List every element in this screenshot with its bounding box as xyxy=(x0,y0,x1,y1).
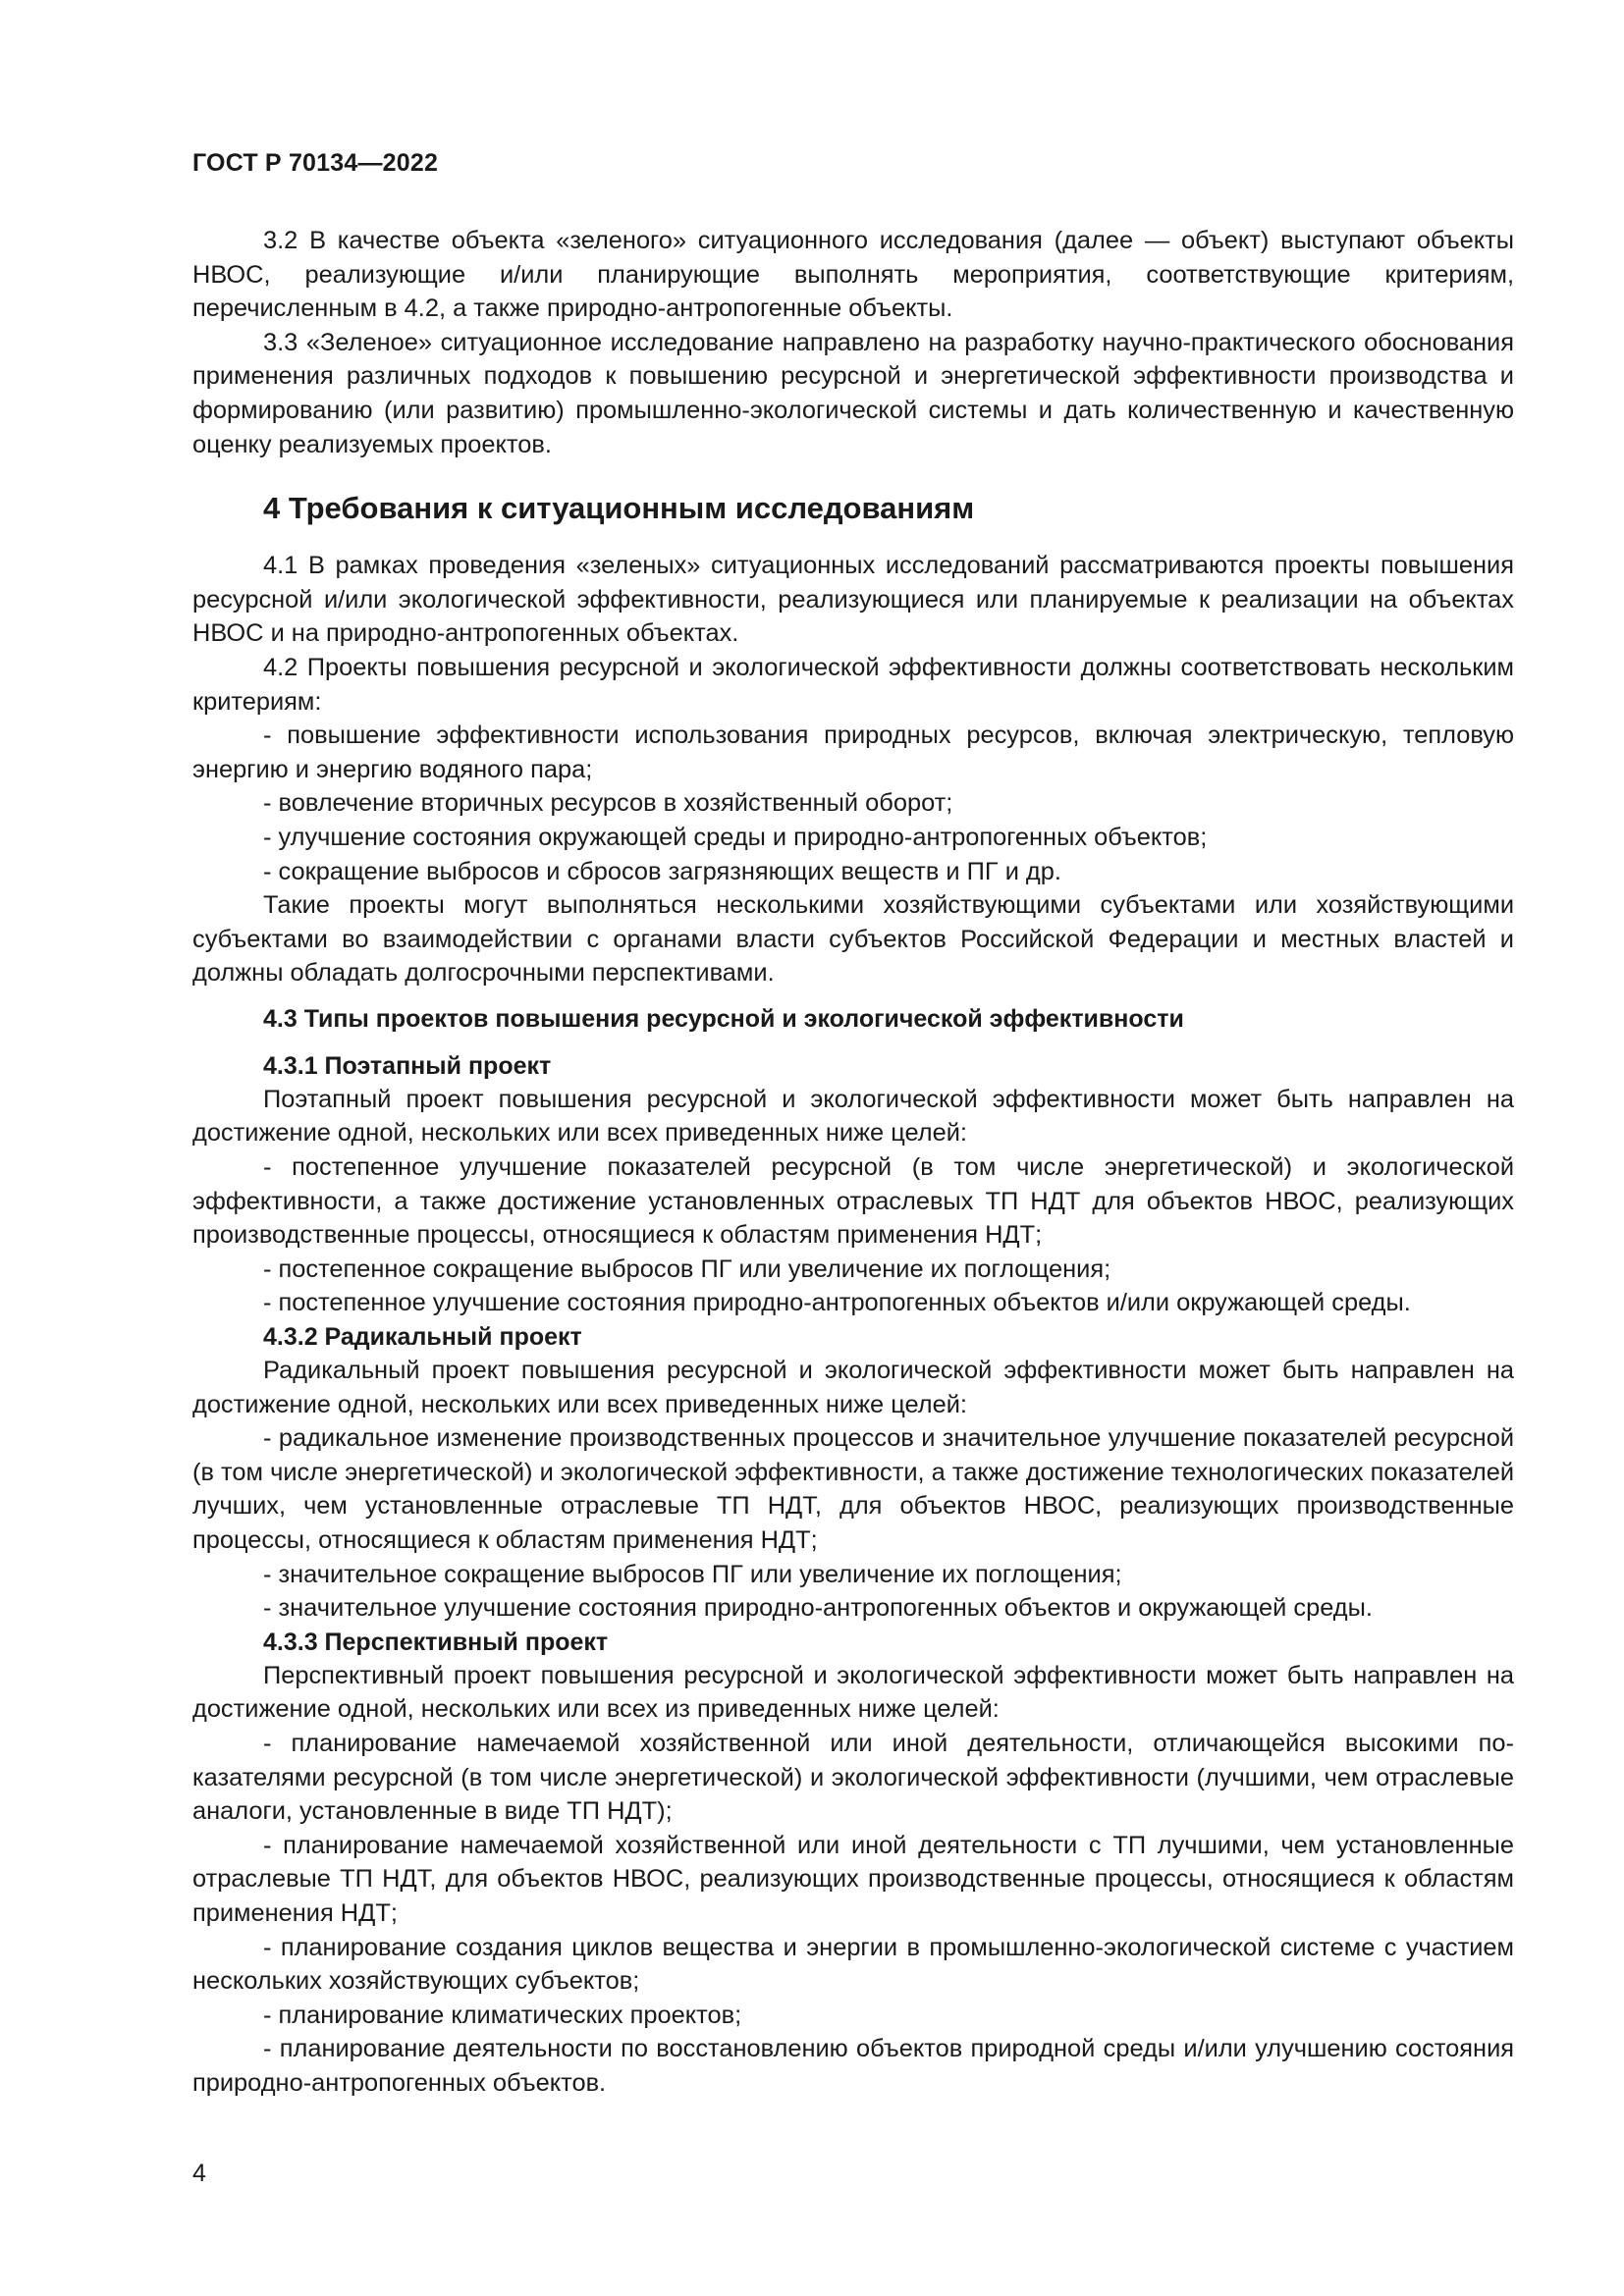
document-code-header: ГОСТ Р 70134—2022 xyxy=(192,149,439,177)
criteria-item: - вовлечение вторичных ресурсов в хозяйственный оборот; xyxy=(263,789,953,818)
paragraph-4-2: 4.2 Проекты повышения ресурсной и экологической эффективности должны соответствовать нескольким критериям: xyxy=(192,653,1514,716)
paragraph-3-2: 3.2 В качестве объекта «зеленого» ситуационного исследования (далее — объект) выступают объекты НВОС, реализующие и/или планирующие выполнять мероприятия, соответствующие критериям, перечисленным в 4.2, а также природно-антропогенные объекты. xyxy=(192,227,1514,323)
goal-item: - планирование намечаемой хозяйственной или иной деятельности, отличающейся высокими показателями ресурсной (в том числе энергетической) и экологической эффективности (лучшими, чем отраслевые аналоги, установленные в виде ТП НДТ); xyxy=(192,1729,1514,1826)
section-heading-4: 4 Требования к ситуационным исследованиям xyxy=(263,491,975,526)
criteria-item: - улучшение состояния окружающей среды и природно-антропогенных объектов; xyxy=(263,823,1208,851)
goal-item: - планирование намечаемой хозяйственной или иной деятельности с ТП лучшими, чем установленные отраслевые ТП НДТ, для объектов НВОС, реализующих производственные процессы, относящиеся к областям применения НДТ; xyxy=(192,1831,1514,1927)
goal-item: - постепенное сокращение выбросов ПГ или увеличение их поглощения; xyxy=(263,1255,1111,1283)
paragraph-4-2-tail: Такие проекты могут выполняться несколькими хозяйствующими субъектами или хозяйствующими субъектами во взаимодействии с органами власти субъектов Российской Федерации и местных властей и должны обладать долгосрочными перспективами. xyxy=(192,891,1514,988)
subsection-heading-4-3-1: 4.3.1 Поэтапный проект xyxy=(263,1051,552,1080)
goal-item: - радикальное изменение производственных процессов и значительное улучшение показателей ресурсной (в том числе энергетической) и экологической эффективности, а также достижение технологических показателей лучших, чем установленные отраслевые ТП НДТ, для объектов НВОС, реализующих производственные процессы, относящиеся к областям применения НДТ; xyxy=(192,1424,1514,1554)
goal-item: - постепенное улучшение состояния природно-антропогенных объектов и/или окружающей среды. xyxy=(263,1289,1411,1317)
criteria-item: - повышение эффективности использования природных ресурсов, включая электрическую, тепловую энергию и энергию водяного пара; xyxy=(192,721,1514,783)
document-body xyxy=(192,224,1514,2101)
page-number: 4 xyxy=(192,2160,206,2187)
criteria-item: - сокращение выбросов и сбросов загрязняющих веществ и ПГ и др. xyxy=(263,857,1061,885)
goal-item: - значительное сокращение выбросов ПГ или увеличение их поглощения; xyxy=(263,1560,1122,1588)
paragraph-4-1: 4.1 В рамках проведения «зеленых» ситуационных исследований рассматриваются проекты повышения ресурсной и/или экологической эффективности, реализующиеся или планируемые к реализации на объектах НВОС и на природно-антропогенных объектах. xyxy=(192,552,1514,648)
subsection-heading-4-3: 4.3 Типы проектов повышения ресурсной и экологической эффективности xyxy=(263,1004,1184,1033)
paragraph-4-3-3: Перспективный проект повышения ресурсной и экологической эффективности может быть направлен на достижение одной, нескольких или всех из приведенных ниже целей: xyxy=(192,1661,1514,1724)
goal-item: - значительное улучшение состояния природно-антропогенных объектов и окружающей среды. xyxy=(263,1594,1373,1623)
goal-item: - планирование создания циклов вещества и энергии в промышленно-экологической системе с участием нескольких хозяйствующих субъектов; xyxy=(192,1933,1514,1996)
subsection-heading-4-3-2: 4.3.2 Радикальный проект xyxy=(263,1323,582,1352)
goal-item: - планирование климатических проектов; xyxy=(263,2001,742,2029)
goal-item: - постепенное улучшение показателей ресурсной (в том числе энергетической) и экологической эффективности, а также достижение установленных отраслевых ТП НДТ для объектов НВОС, реализующих производственные процессы, относящиеся к областям применения НДТ; xyxy=(192,1153,1514,1250)
paragraph-4-3-1: Поэтапный проект повышения ресурсной и экологической эффективности может быть направлен на достижение одной, нескольких или всех приведенных ниже целей: xyxy=(192,1085,1514,1148)
paragraph-4-3-2: Радикальный проект повышения ресурсной и экологической эффективности может быть направлен на достижение одной, нескольких или всех приведенных ниже целей: xyxy=(192,1357,1514,1418)
paragraph-3-3: 3.3 «Зеленое» ситуационное исследование направлено на разработку научно-практического обоснования применения различных подходов к повышению ресурсной и энергетической эффективности производства и формированию (или развитию) промышленно-экологической системы и дать количественную и качественную оценку реализуемых проектов. xyxy=(192,328,1514,458)
subsection-heading-4-3-3: 4.3.3 Перспективный проект xyxy=(263,1628,609,1656)
goal-item: - планирование деятельности по восстановлению объектов природной среды и/или улучшению состояния природно-антропогенных объектов. xyxy=(192,2035,1514,2097)
